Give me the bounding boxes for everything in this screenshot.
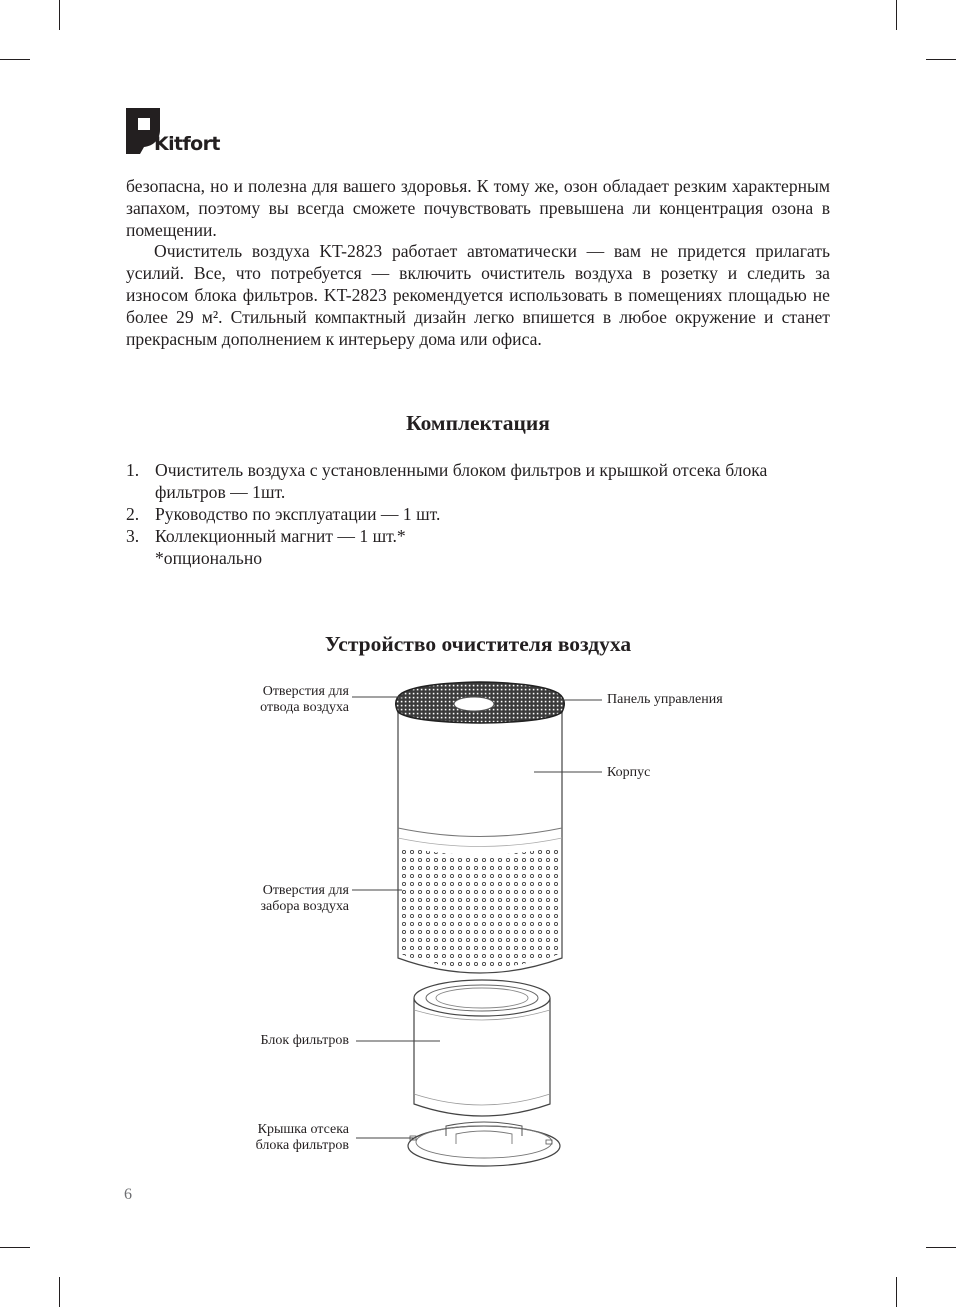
housing — [398, 710, 562, 973]
crop-mark — [896, 1277, 897, 1307]
logo-brand-text: Kitfort — [154, 133, 220, 155]
list-item-text: Очиститель воздуха с установленными блоком фильтров и крышкой отсека блока фильтров — 1шт. — [155, 460, 768, 502]
page-number: 6 — [124, 1186, 132, 1203]
list-item-number: 3. — [126, 526, 140, 546]
label-line: Отверстия для — [262, 883, 349, 898]
crop-mark — [0, 59, 30, 60]
contents-list — [126, 459, 830, 547]
device-title: Устройство очистителя воздуха — [324, 632, 632, 656]
crop-mark — [59, 0, 60, 30]
crop-mark — [896, 0, 897, 30]
crop-mark — [59, 1277, 60, 1307]
kitfort-logo — [126, 108, 226, 158]
label-air-inlet — [226, 883, 349, 915]
list-item — [126, 503, 830, 525]
label-line: блока фильтров — [255, 1138, 349, 1153]
label-air-outlet — [226, 684, 349, 716]
device-diagram — [0, 665, 956, 1185]
label-line: Отверстия для — [262, 684, 349, 699]
list-item-text: Руководство по эксплуатации — 1 шт. — [155, 504, 441, 524]
bottom-cover — [408, 1122, 560, 1166]
optional-note: *опционально — [155, 548, 263, 568]
label-line: забора воздуха — [260, 899, 349, 914]
intro-paragraph-2: Очиститель воздуха KT-2823 работает автоматически — вам не придется прилагать усилий. Все, что потребуется — включить очиститель воздуха в розетку и следить за износом блока фильтров. KT-2823 рекомендуется использовать в помещениях площадью не более 29 м². Стильный компактный дизайн легко впишется в любое окружение и станет прекрасным дополнением к интерьеру дома или офиса. — [126, 241, 830, 349]
air-purifier-illustration — [0, 665, 956, 1185]
label-control-panel: Панель управления — [607, 692, 723, 707]
crop-mark — [926, 1247, 956, 1248]
crop-mark — [926, 59, 956, 60]
list-item — [126, 459, 830, 503]
list-item-number: 1. — [126, 460, 140, 480]
label-body: Корпус — [607, 765, 651, 780]
list-item-number: 2. — [126, 504, 140, 524]
intro-paragraph-1: безопасна, но и полезна для вашего здоровья. К тому же, озон обладает резким характерным запахом, поэтому вы всегда сможете почувствовать превышена ли концентрация озона в помещении. — [126, 176, 830, 240]
contents-title: Комплектация — [406, 411, 550, 435]
crop-mark — [0, 1247, 30, 1248]
label-line: Крышка отсека — [257, 1122, 349, 1137]
label-filter-block: Блок фильтров — [260, 1033, 349, 1048]
filter-block — [414, 980, 550, 1116]
list-item — [126, 525, 830, 547]
label-line: отвода воздуха — [260, 700, 349, 715]
list-item-text: Коллекционный магнит — 1 шт.* — [155, 526, 406, 546]
label-filter-cover — [220, 1122, 349, 1154]
top-panel — [396, 682, 565, 723]
